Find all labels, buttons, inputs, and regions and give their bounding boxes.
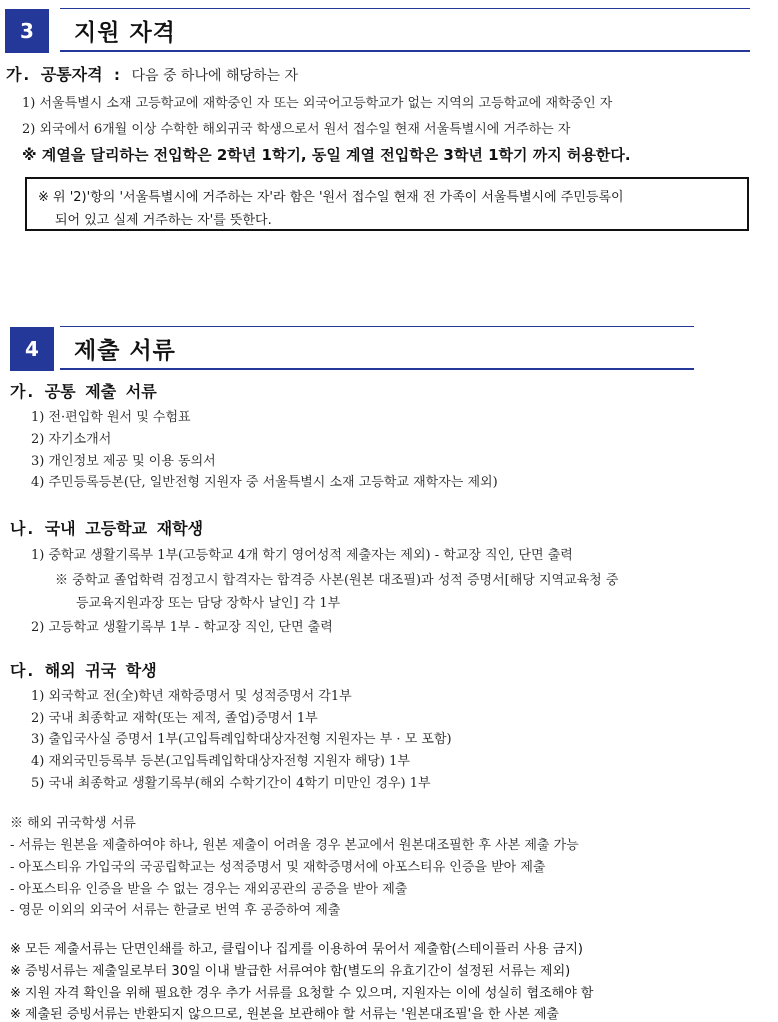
- overseas-doc-item-4: 4) 재외국민등록부 등본(고입특례입학대상자전형 지원자 해당) 1부: [31, 754, 410, 769]
- final-note-2: ※ 증빙서류는 제출일로부터 30일 이내 발급한 서류여야 함(별도의 유효기간이 설정된 서류는 제외): [10, 964, 571, 979]
- overseas-doc-item-2: 2) 국내 최종학교 재학(또는 제적, 졸업)증명서 1부: [31, 711, 318, 726]
- final-note-4: ※ 제출된 증빙서류는 반환되지 않으므로, 원본을 보관해야 할 서류는 '원본대조필'을 한 사본 제출: [10, 1007, 559, 1022]
- overseas-note-1: - 서류는 원본을 제출하여야 하나, 원본 제출이 어려울 경우 본교에서 원본대조필한 후 사본 제출 가능: [10, 838, 579, 853]
- qualification-item-2: 2) 외국에서 6개월 이상 수학한 해외귀국 학생으로서 원서 접수일 현재 서울특별시에 거주하는 자: [22, 122, 571, 137]
- common-doc-item-1: 1) 전·편입학 원서 및 수험표: [31, 410, 191, 425]
- overseas-doc-item-5: 5) 국내 최종학교 생활기록부(해외 수학기간이 4학기 미만인 경우) 1부: [31, 776, 431, 791]
- final-note-1: ※ 모든 제출서류는 단면인쇄를 하고, 클립이나 집게를 이용하여 묶어서 제출함(스테이플러 사용 금지): [10, 942, 583, 957]
- domestic-doc-note-line-1: ※ 중학교 졸업학력 검정고시 합격자는 합격증 사본(원본 대조필)과 성적 증명서[해당 지역교육청 중: [55, 573, 619, 588]
- common-doc-item-4: 4) 주민등록등본(단, 일반전형 지원자 중 서울특별시 소재 고등학교 재학자는 제외): [31, 475, 498, 490]
- common-qualification-label: 가. 공통자격 :: [6, 65, 122, 84]
- common-doc-item-2: 2) 자기소개서: [31, 432, 112, 447]
- overseas-notes-title: ※ 해외 귀국학생 서류: [10, 816, 136, 831]
- section-4-underline: [60, 368, 694, 370]
- section-3-number-badge: 3: [5, 9, 49, 53]
- domestic-doc-item-1: 1) 중학교 생활기록부 1부(고등학교 4개 학기 영어성적 제출자는 제외) - 학교장 직인, 단면 출력: [31, 548, 573, 563]
- domestic-doc-item-2: 2) 고등학교 생활기록부 1부 - 학교장 직인, 단면 출력: [31, 620, 333, 635]
- common-qualification-text: 다음 중 하나에 해당하는 자: [131, 68, 299, 84]
- overseas-note-4: - 영문 이외의 외국어 서류는 한글로 번역 후 공증하여 제출: [10, 903, 341, 918]
- common-qualification-heading: [6, 62, 298, 85]
- common-documents-heading: 가. 공통 제출 서류: [10, 382, 157, 401]
- section-4-top-rule: [60, 326, 694, 327]
- final-note-3: ※ 지원 자격 확인을 위해 필요한 경우 추가 서류를 요청할 수 있으며, 지원자는 이에 성실히 협조해야 함: [10, 986, 594, 1001]
- section-3-top-rule: [60, 8, 750, 9]
- common-doc-item-3: 3) 개인정보 제공 및 이용 동의서: [31, 454, 216, 469]
- overseas-note-2: - 아포스티유 가입국의 국공립학교는 성적증명서 및 재학증명서에 아포스티유 인증을 받아 제출: [10, 860, 546, 875]
- overseas-doc-item-3: 3) 출입국사실 증명서 1부(고입특례입학대상자전형 지원자는 부 · 모 포함): [31, 732, 452, 747]
- section-4-number-badge: 4: [10, 327, 54, 371]
- domestic-doc-note-line-2: 등교육지원과장 또는 담당 장학사 날인] 각 1부: [76, 596, 341, 611]
- transfer-notice: ※ 계열을 달리하는 전입학은 2학년 1학기, 동일 계열 전입학은 3학년 1학기 까지 허용한다.: [22, 146, 631, 164]
- residence-note-line-1: ※ 위 '2)'항의 '서울특별시에 거주하는 자'라 함은 '원서 접수일 현재 전 가족이 서울특별시에 주민등록이: [38, 190, 624, 205]
- domestic-student-heading: 나. 국내 고등학교 재학생: [10, 519, 204, 538]
- overseas-doc-item-1: 1) 외국학교 전(全)학년 재학증명서 및 성적증명서 각1부: [31, 689, 352, 704]
- overseas-note-3: - 아포스티유 인증을 받을 수 없는 경우는 재외공관의 공증을 받아 제출: [10, 882, 408, 897]
- residence-note-line-2: 되어 있고 실제 거주하는 자'를 뜻한다.: [55, 213, 272, 228]
- section-3-title: 지원 자격: [74, 20, 176, 46]
- overseas-student-heading: 다. 해외 귀국 학생: [10, 661, 157, 680]
- qualification-item-1: 1) 서울특별시 소재 고등학교에 재학중인 자 또는 외국어고등학교가 없는 지역의 고등학교에 재학중인 자: [22, 96, 613, 111]
- section-4-title: 제출 서류: [74, 338, 176, 364]
- section-3-underline: [60, 50, 750, 52]
